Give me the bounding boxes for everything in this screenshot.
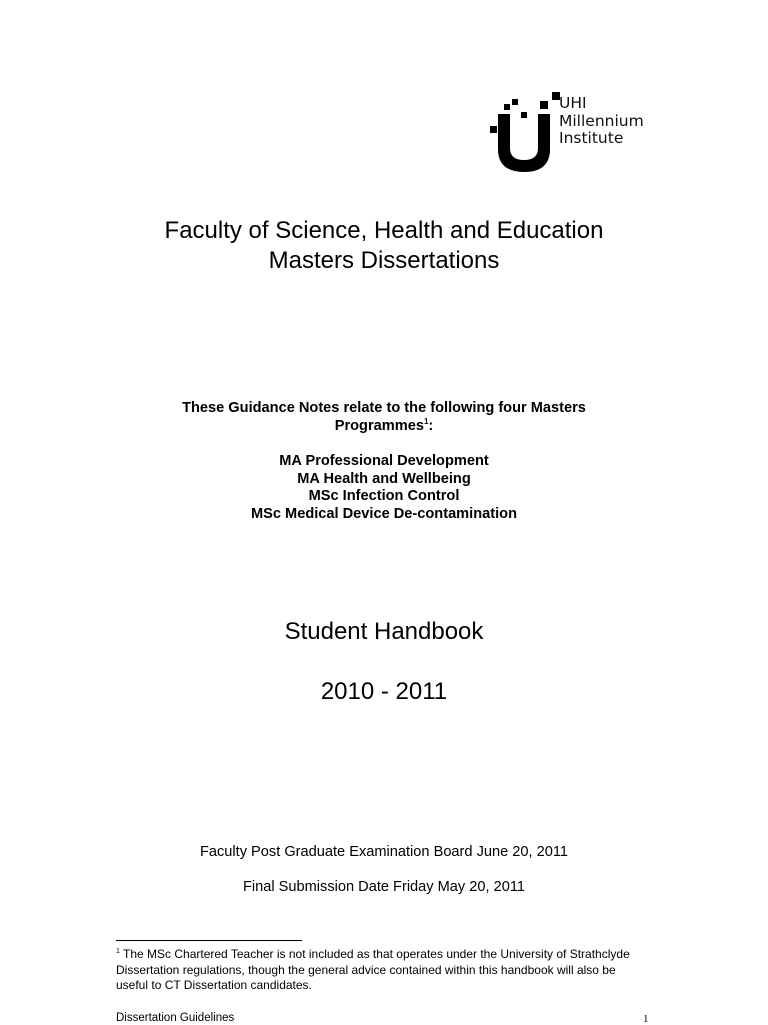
uhi-logo-mark-icon — [488, 92, 560, 174]
title-line-2: Masters Dissertations — [268, 247, 500, 274]
guidance-notes — [0, 400, 768, 435]
list-item: MA Professional Development — [279, 453, 489, 469]
guidance-line-1: These Guidance Notes relate to the following four Masters — [182, 400, 586, 416]
footnote-ref[interactable]: 1 — [423, 416, 429, 426]
footnote — [116, 947, 636, 994]
footnote-marker: 1 — [116, 948, 120, 955]
handbook-years: 2010 - 2011 — [320, 678, 448, 705]
handbook-title: Student Handbook — [284, 618, 484, 645]
logo-line: Institute — [559, 129, 624, 147]
logo-line: Millennium — [559, 111, 644, 130]
list-item: MA Health and Wellbeing — [297, 470, 471, 487]
list-item: MSc Medical Device De-contamination — [250, 505, 517, 522]
footnote-text: The MSc Chartered Teacher is not included as that operates under the University of Strathclyde Dissertation regulations, though the general advice contained within this handbook will also be useful to CT Dissertation candidates. — [116, 947, 630, 992]
logo-wordmark — [559, 95, 644, 148]
footnote-divider — [116, 940, 302, 941]
page-number: 1 — [643, 1013, 649, 1025]
logo-line: UHI — [559, 94, 587, 112]
programme-list — [0, 453, 768, 523]
submission-date: Final Submission Date Friday May 20, 2011 — [242, 879, 525, 895]
guidance-line-2: Programmes$^1$: — [334, 416, 434, 434]
document-title — [0, 216, 768, 276]
exam-board-date: Faculty Post Graduate Examination Board June 20, 2011 — [199, 844, 569, 860]
title-line-1: Faculty of Science, Health and Education — [164, 217, 604, 244]
list-item: MSc Infection Control — [308, 488, 460, 504]
footer-label: Dissertation Guidelines — [116, 1012, 235, 1024]
uhi-logo — [488, 92, 668, 174]
